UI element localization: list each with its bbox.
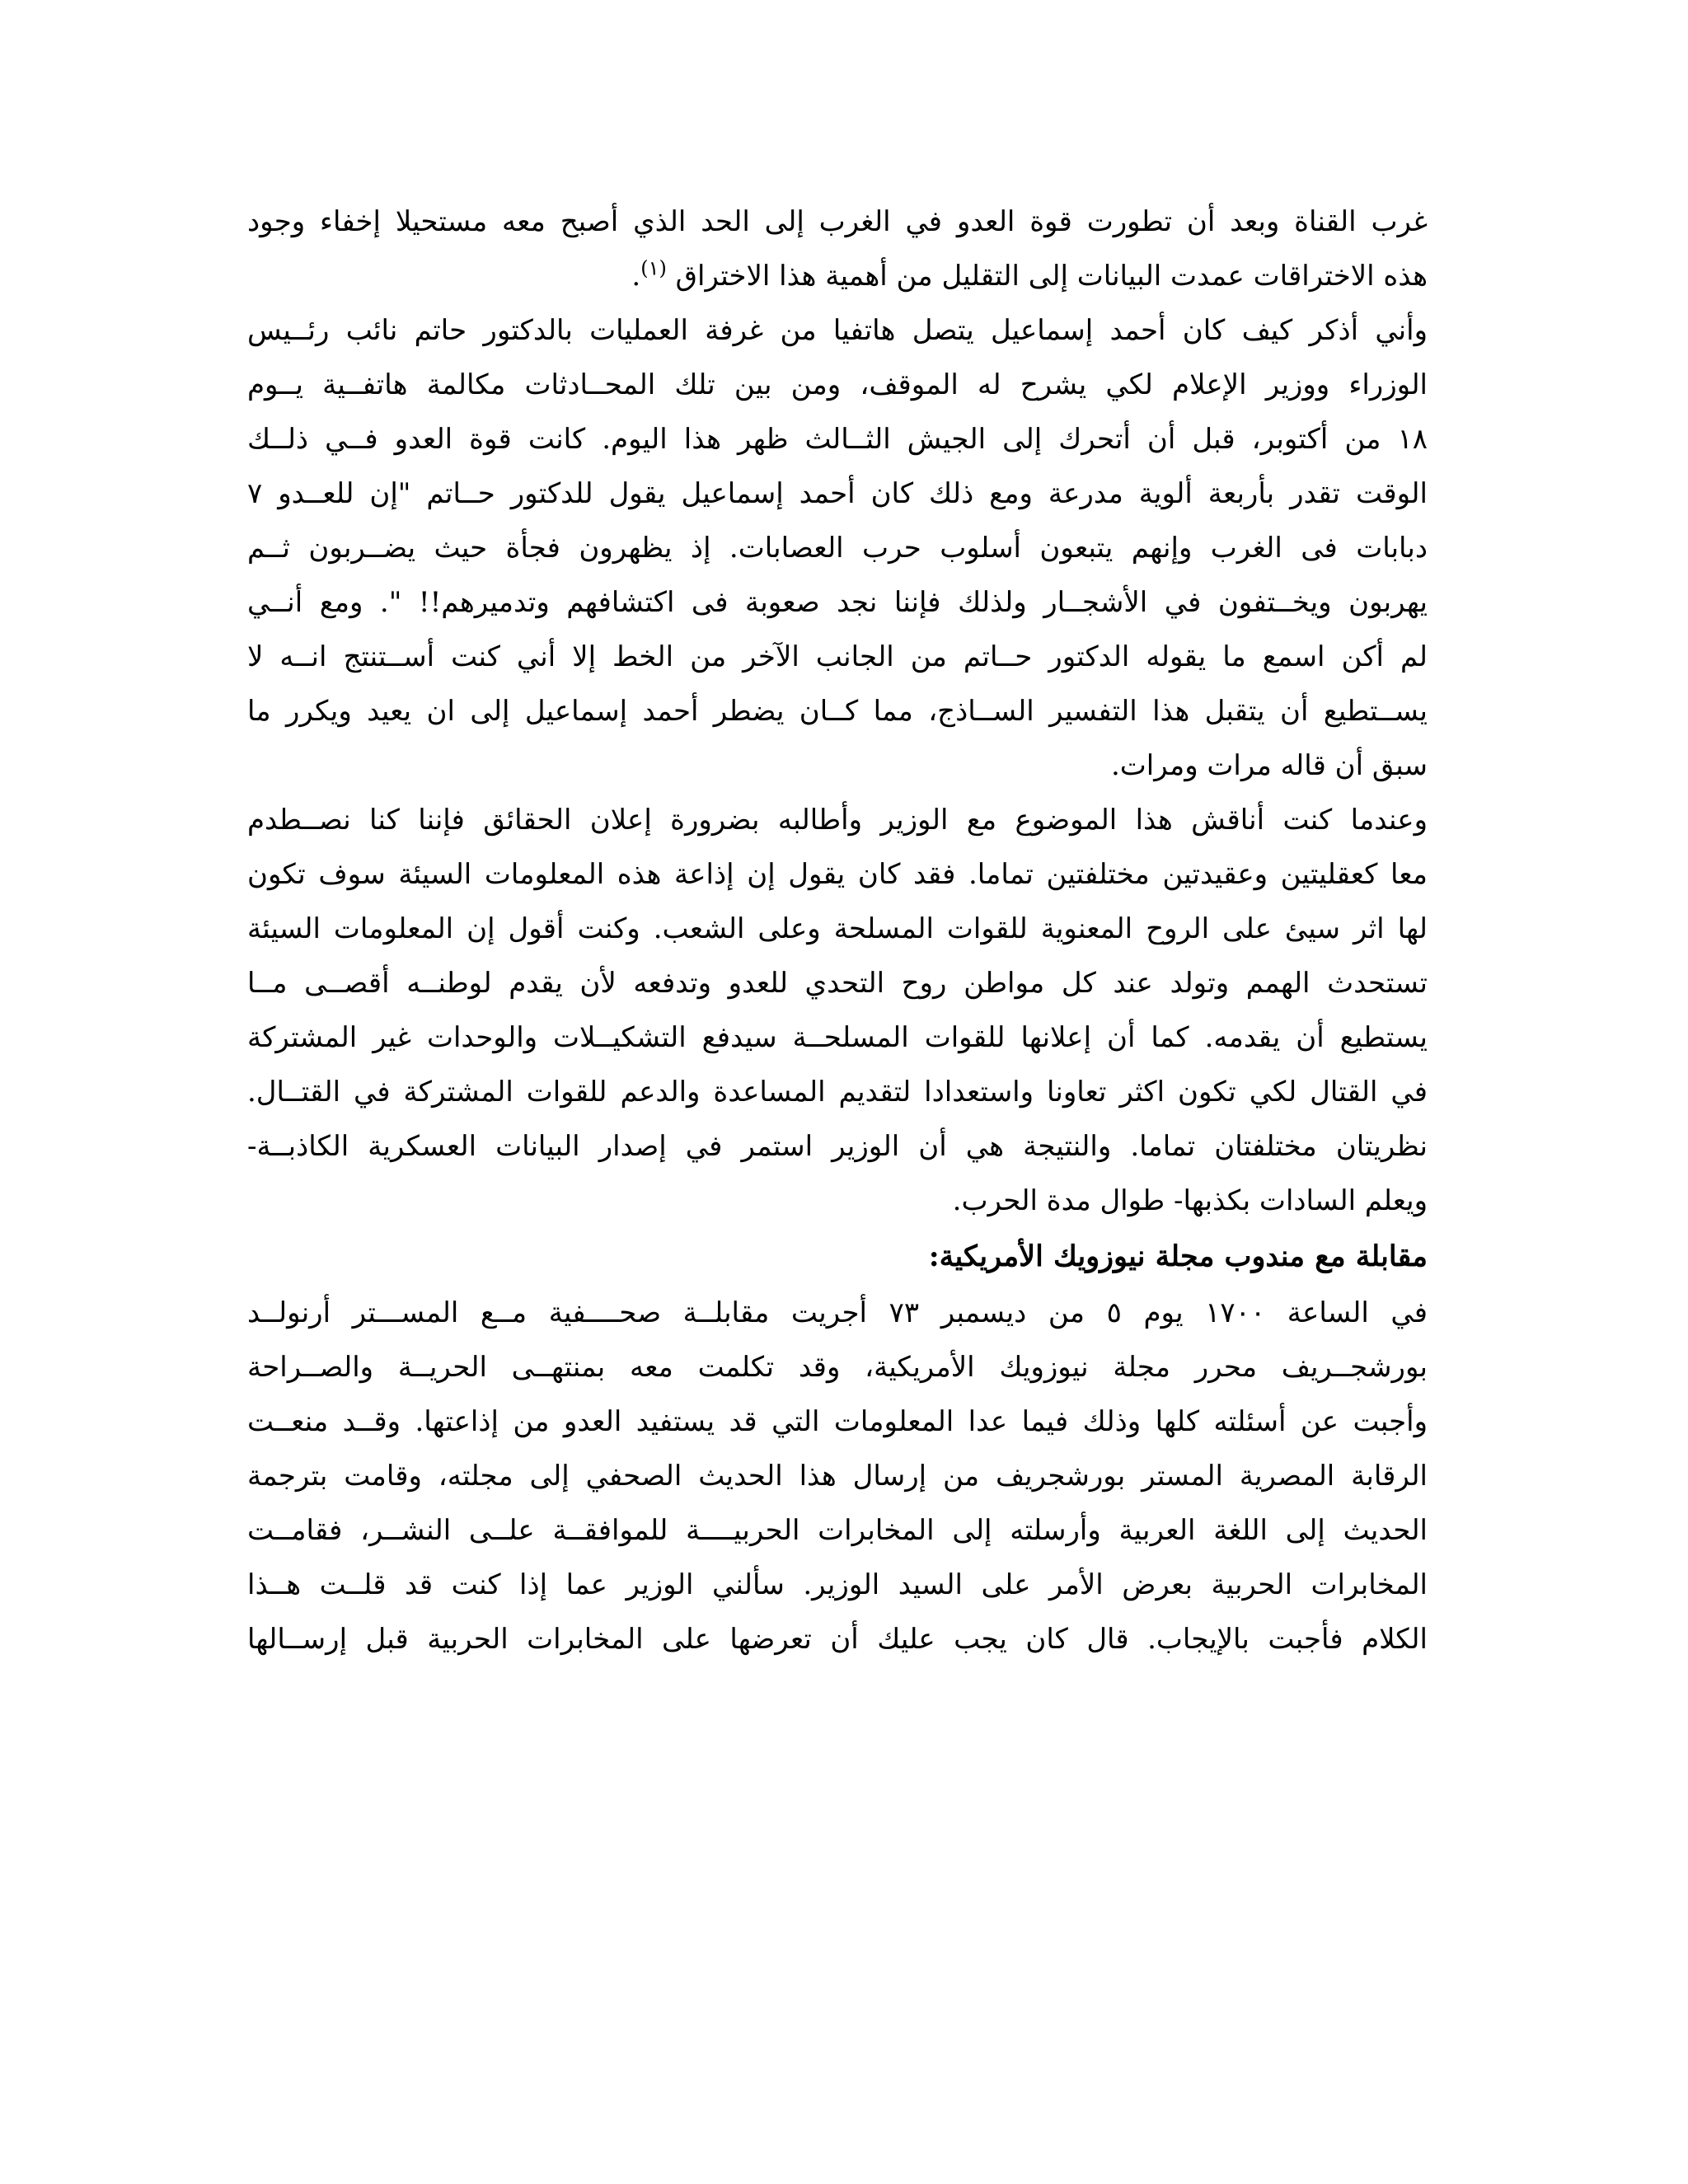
text-line: نظريتان مختلفتان تماما. والنتيجة هي أن الوزير استمر في إصدار البيانات العسكرية الكاذبــة- xyxy=(247,1130,1428,1163)
text-line: بورشجــريف محرر مجلة نيوزويك الأمريكية، وقد تكلمت معه بمنتهــى الحريــة والصــراحة xyxy=(247,1351,1428,1384)
text-line: تستحدث الهمم وتولد عند كل مواطن روح التحدي للعدو وتدفعه لأن يقدم لوطنــه أقصــى مــا xyxy=(247,967,1428,1000)
paragraph-4 xyxy=(247,1286,1428,1666)
text-line: لها اثر سيئ على الروح المعنوية للقوات المسلحة وعلى الشعب. وكنت أقول إن المعلومات السيئة xyxy=(247,912,1428,945)
text-line: الكلام فأجبت بالإيجاب. قال كان يجب عليك أن تعرضها على المخابرات الحربية قبل إرســالها xyxy=(247,1623,1428,1656)
text-line-content: هذه الاختراقات عمدت البيانات إلى التقليل من أهمية هذا الاختراق xyxy=(675,260,1428,293)
text-line xyxy=(247,249,1428,303)
text-line: ويعلم السادات بكذبها- طوال مدة الحرب. xyxy=(952,1184,1428,1217)
text-line: يستطيع أن يقدمه. كما أن إعلانها للقوات المسلحــة سيدفع التشكيــلات والوحدات غير المشتركة xyxy=(247,1021,1428,1054)
text-line: معا كعقليتين وعقيدتين مختلفتين تماما. فقد كان يقول إن إذاعة هذه المعلومات السيئة سوف تكون xyxy=(247,858,1428,891)
section-heading: مقابلة مع مندوب مجلة نيوزويك الأمريكية: xyxy=(928,1240,1428,1273)
paragraph-2 xyxy=(247,303,1428,793)
text-line: المخابرات الحربية بعرض الأمر على السيد الوزير. سألني الوزير عما إذا كنت قد قلــت هــذا xyxy=(247,1568,1428,1601)
text-line: يهربون ويخــتفون في الأشجــار ولذلك فإننا نجد صعوبة فى اكتشافهم وتدميرهم!! ". ومع أنــي xyxy=(247,586,1428,619)
paragraph-3 xyxy=(247,793,1428,1228)
sentence-end-punctuation: . xyxy=(631,260,641,293)
text-line: ١٨ من أكتوبر، قبل أن أتحرك إلى الجيش الثــالث ظهر هذا اليوم. كانت قوة العدو فــي ذلــك xyxy=(247,423,1428,456)
text-line: في القتال لكي تكون اكثر تعاونا واستعدادا لتقديم المساعدة والدعم للقوات المشتركة في القتــال. xyxy=(247,1076,1428,1108)
text-line: يســتطيع أن يتقبل هذا التفسير الســاذج، مما كــان يضطر أحمد إسماعيل إلى ان يعيد ويكرر ما xyxy=(247,695,1428,728)
paragraph-1 xyxy=(247,194,1428,303)
text-line: دبابات فى الغرب وإنهم يتبعون أسلوب حرب العصابات. إذ يظهرون فجأة حيث يضــربون ثــم xyxy=(247,532,1428,565)
text-line: في الساعة ١٧٠٠ يوم ٥ من ديسمبر ٧٣ أجريت مقابلــة صحــــفية مــع المســـتر أرنولــد xyxy=(247,1296,1428,1329)
text-line: وأجبت عن أسئلته كلها وذلك فيما عدا المعلومات التي قد يستفيد العدو من إذاعتها. وقــد منعــت xyxy=(247,1405,1428,1438)
text-line: الوزراء ووزير الإعلام لكي يشرح له الموقف، ومن بين تلك المحــادثات مكالمة هاتفــية يــوم xyxy=(247,368,1428,401)
text-line: وأني أذكر كيف كان أحمد إسماعيل يتصل هاتفيا من غرفة العمليات بالدكتور حاتم نائب رئــيس xyxy=(247,314,1428,347)
text-line: الحديث إلى اللغة العربية وأرسلته إلى المخابرات الحربيــــة للموافقــة علــى النشــر، فقامــت xyxy=(247,1514,1428,1547)
document-page xyxy=(247,194,1428,1666)
text-line: الرقابة المصرية المستر بورشجريف من إرسال هذا الحديث الصحفي إلى مجلته، وقامت بترجمة xyxy=(247,1460,1428,1493)
footnote-reference: (١) xyxy=(640,256,667,280)
text-line: وعندما كنت أناقش هذا الموضوع مع الوزير وأطالبه بضرورة إعلان الحقائق فإننا كنا نصــطدم xyxy=(247,804,1428,837)
text-line: الوقت تقدر بأربعة ألوية مدرعة ومع ذلك كان أحمد إسماعيل يقول للدكتور حــاتم "إن للعــدو ٧ xyxy=(247,477,1428,510)
text-line: غرب القناة وبعد أن تطورت قوة العدو في الغرب إلى الحد الذي أصبح معه مستحيلا إخفاء وجود xyxy=(247,205,1428,238)
text-line: لم أكن اسمع ما يقوله الدكتور حــاتم من الجانب الآخر من الخط إلا أني كنت أســتنتج انــه لا xyxy=(247,640,1428,673)
text-line: سبق أن قاله مرات ومرات. xyxy=(1110,749,1428,782)
